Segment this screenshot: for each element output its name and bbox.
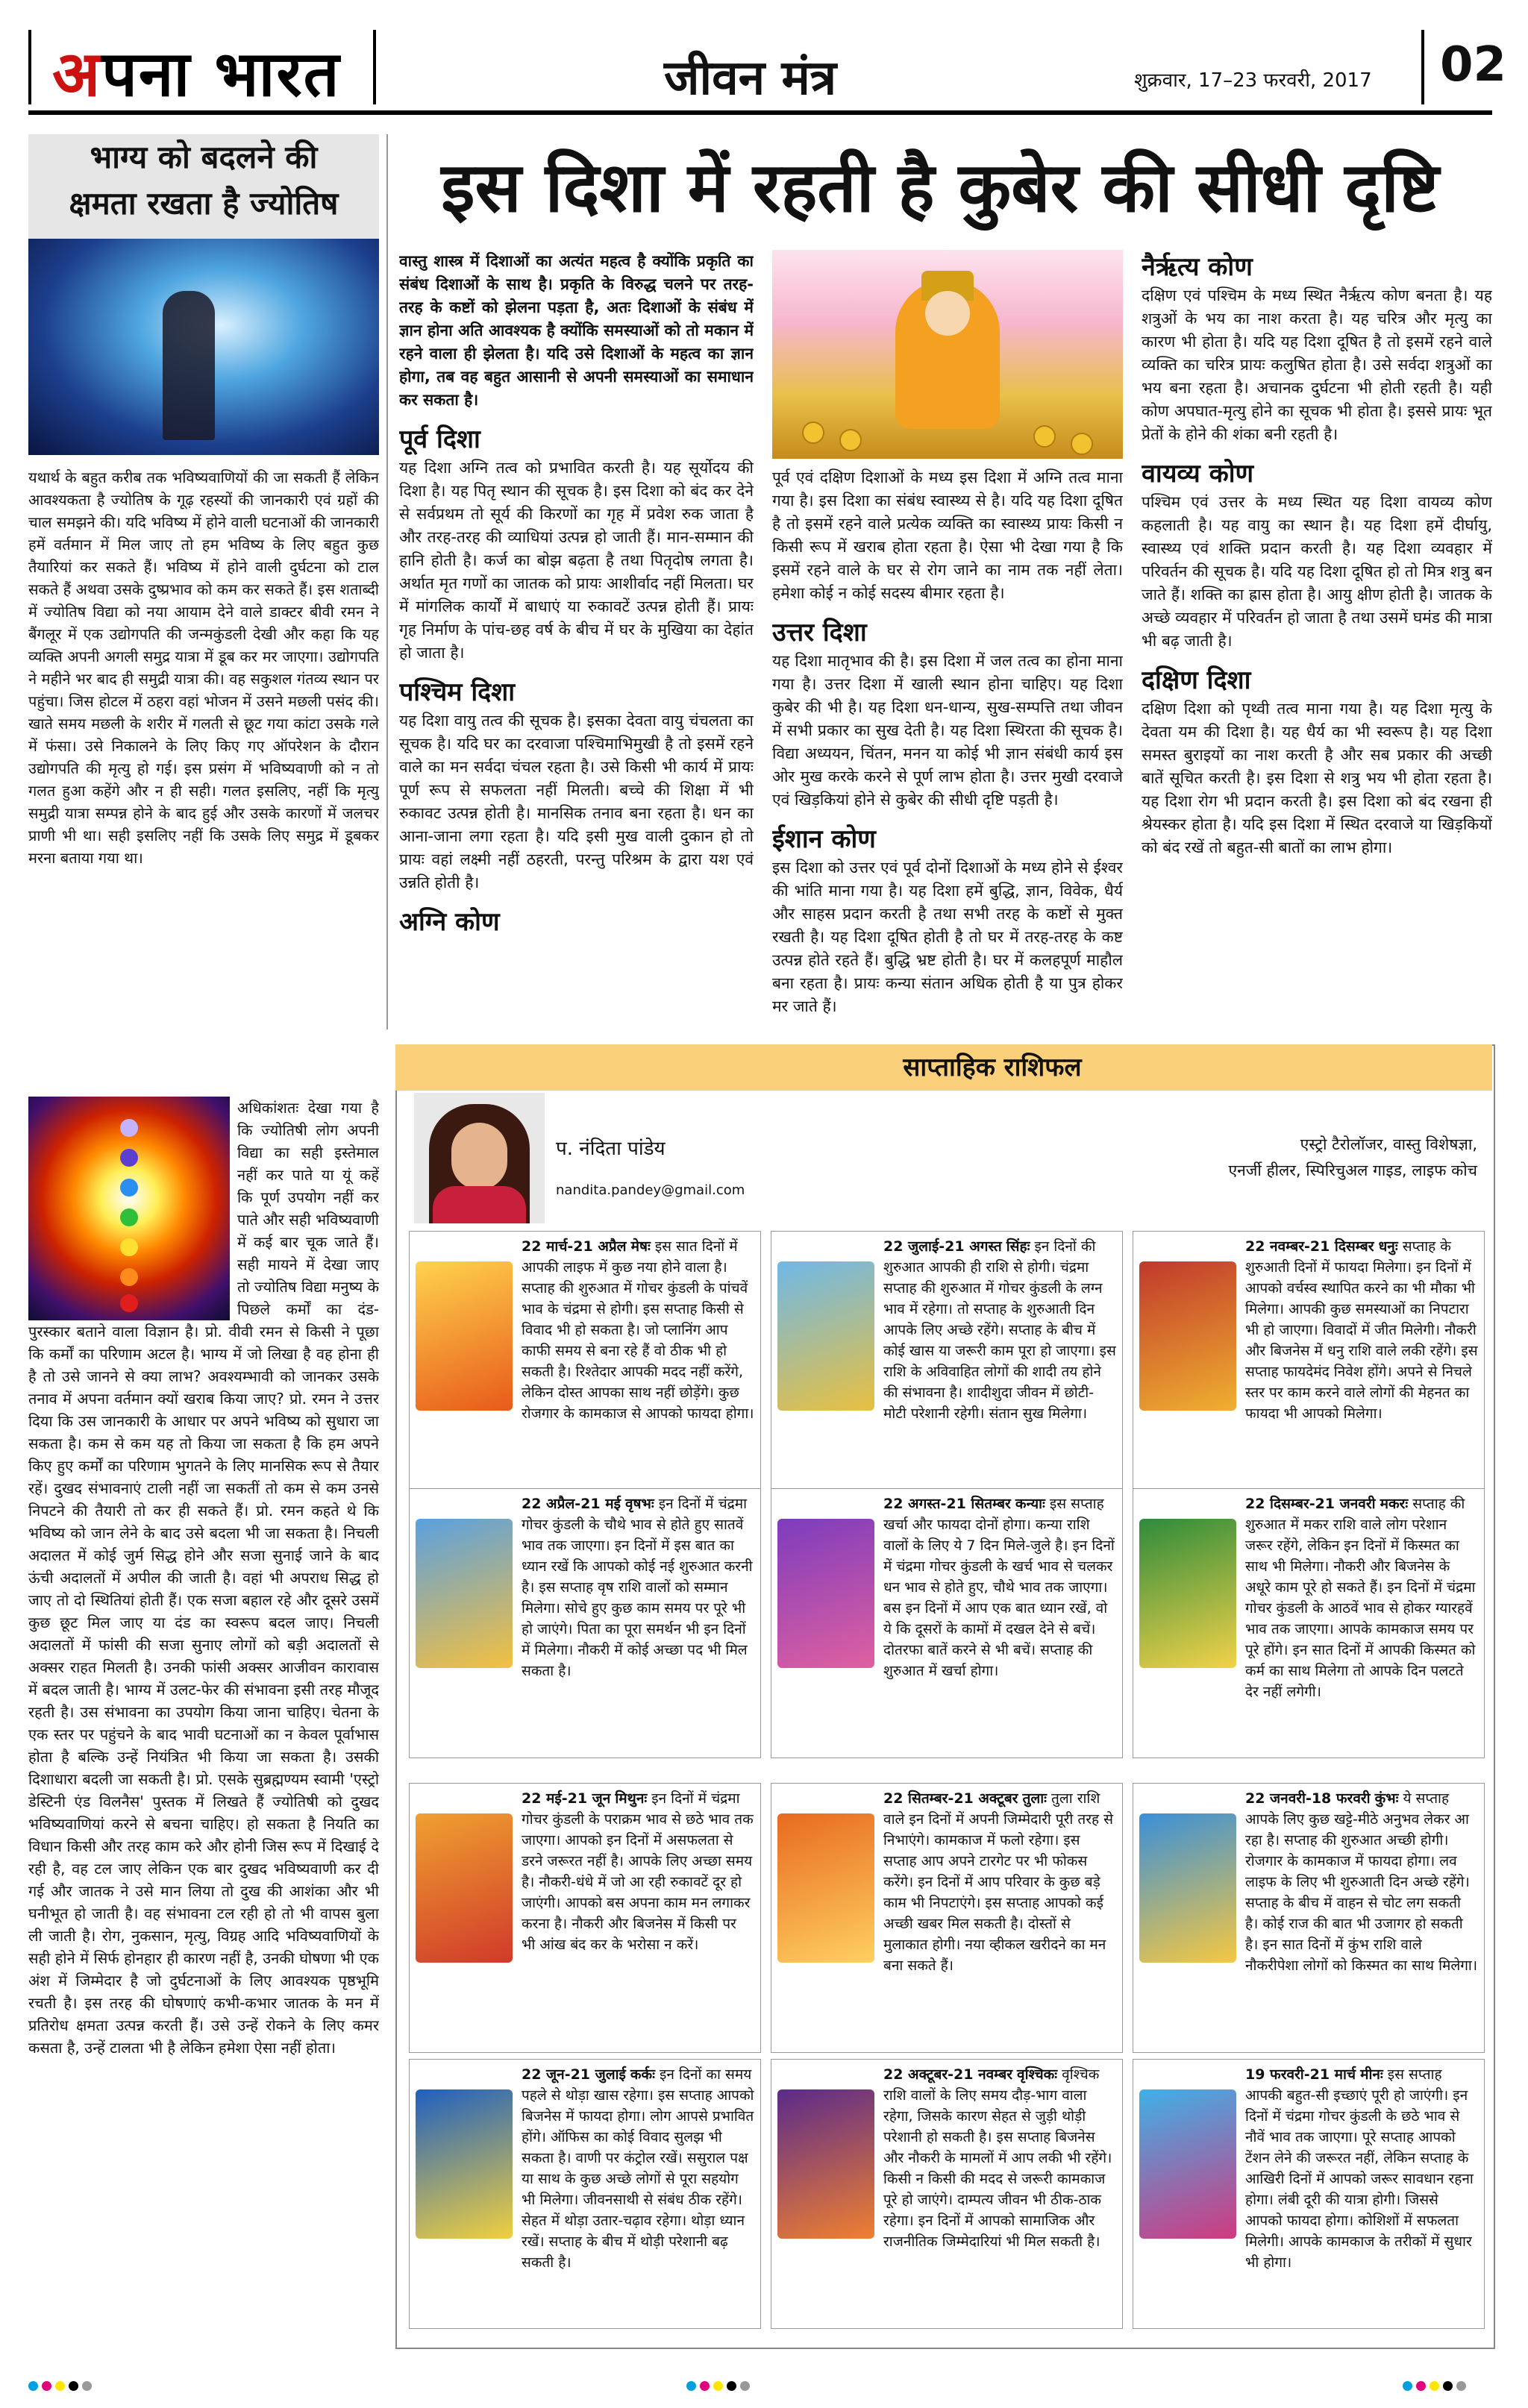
zodiac-date-range: 22 अक्टूबर-21 नवम्बर	[883, 2066, 1012, 2083]
zodiac-card-image	[1139, 1813, 1236, 1963]
zodiac-date-range: 22 जनवरी-18 फरवरी	[1245, 1790, 1371, 1807]
horoscope-cell	[1133, 2059, 1485, 2329]
magenta-dot	[700, 2381, 710, 2391]
horoscope-text	[883, 1236, 1116, 1496]
gray-dot	[740, 2381, 750, 2391]
author-photo	[414, 1093, 545, 1223]
lakshmi-kuber-image	[772, 250, 1123, 459]
main-headline: इस दिशा में रहती है कुबेर की सीधी दृष्टि	[441, 148, 1439, 228]
horoscope-cell	[409, 1231, 761, 1501]
horoscope-text	[883, 1493, 1116, 1753]
zodiac-prediction: इन दिनों का समय पहले से थोड़ा खास रहेगा। इस सप्ताह आपको बिजनेस में फायदा होगा। लोग आपसे प्रभावित होंगे। ऑफिस का कोई विवाद सुलझ भी सकता है। वाणी पर कंट्रोल रखें। ससुराल पक्ष या साथ के कुछ अच्छे लोगों से पूरा सहयोग भी मिलेगा। जीवनसाथी से संबंध ठीक रहेंगे। सेहत में थोड़ा उतार-चढ़ाव रहेगा। थोड़ा ध्यान रखें। सप्ताह के बीच में थोड़ी परेशानी बढ़ सकती है।	[522, 2066, 754, 2271]
horoscope-text	[522, 2064, 754, 2324]
author-email[interactable]: nandita.pandey@gmail.com	[556, 1182, 745, 1198]
zodiac-card-image	[416, 1519, 513, 1668]
gold-coin-icon	[802, 421, 824, 444]
zodiac-card-image	[777, 2089, 874, 2239]
gray-dot	[82, 2381, 92, 2391]
black-dot	[69, 2381, 78, 2391]
horoscope-cell	[409, 1783, 761, 2053]
zodiac-prediction: इन दिनों में चंद्रमा गोचर कुंडली के चौथे भाव से होते हुए सातवें भाव तक जाएगा। इन दिनों में इस बात का ध्यान रखें कि आपको कोई नई शुरुआत करनी है। इस सप्ताह वृष राशि वालों को सम्मान मिलेगा। सोचे हुए कुछ काम समय पर पूरे भी हो जाएंगे। पिता का पूरा समर्थन भी इन दिनों में मिलेगा। नौकरी में कोई अच्छा पद भी मिल सकता है।	[522, 1496, 753, 1679]
horoscope-cell	[771, 1783, 1123, 2053]
section-body-nairitya: दक्षिण एवं पश्चिम के मध्य स्थित नैर्ऋत्य कोण बनता है। यह शत्रुओं के भय का नाश करता है। यह चरित्र और मृत्यु का कारण भी होता है। यदि यह दिशा दूषित है तो इसमें रहने वाले व्यक्ति का चरित्र प्रायः कलुषित होता है। उसे सर्वदा शत्रुओं का भय बना रहता है। अचानक दुर्घटना भी होती रहती है। यही कोण अपघात-मृत्यु होने का सूचक भी होता है। इससे प्रायः भूत प्रेतों के होने की शंका बनी रहती है।	[1142, 286, 1492, 443]
yellow-dot	[1430, 2381, 1439, 2391]
zodiac-sign-name: मेषः	[630, 1238, 651, 1255]
section-heading-ishan: ईशान कोण	[772, 824, 876, 854]
horoscope-cell	[1133, 1488, 1485, 1758]
zodiac-sign-name: कुंभः	[1374, 1790, 1399, 1807]
woman-silhouette	[163, 291, 215, 440]
horoscope-text	[522, 1493, 754, 1753]
section-heading-east: पूर्व दिशा	[399, 424, 480, 454]
image-float-spacer	[28, 1097, 237, 1320]
logo-rest: पना भारत	[101, 37, 341, 110]
magenta-dot	[1416, 2381, 1426, 2391]
horoscope-cell	[771, 2059, 1123, 2329]
black-dot	[727, 2381, 736, 2391]
yellow-dot	[55, 2381, 65, 2391]
section-heading-west: पश्चिम दिशा	[399, 677, 516, 707]
section-body-ishan: इस दिशा को उत्तर एवं पूर्व दोनों दिशाओं के मध्य होने से ईश्वर की भांति माना गया है। यह दिशा हमें बुद्धि, ज्ञान, विवेक, धैर्य और साहस प्रदान करती है तथा सभी तरह के कष्टों से मुक्त रखती है। यह दिशा दूषित होती है तो घर में तरह-तरह के कष्ट उत्पन्न होते रहते हैं। बुद्धि भ्रष्ट होती है। घर में कलहपूर्ण माहौल बना रहता है। प्रायः कन्या संतान अधिक होती है या पुत्र होकर मर जाते हैं।	[772, 859, 1123, 1015]
article-column-2	[772, 466, 1123, 1033]
horoscope-cell	[1133, 1783, 1485, 2053]
zodiac-prediction: वृश्चिक राशि वालों के लिए समय दौड़-भाग वाला रहेगा, जिसके कारण सेहत से जुड़ी थोड़ी परेशानी हो सकती है। इस सप्ताह बिजनेस और नौकरी के मामलों में आप लकी भी रहेंगे। किसी न किसी की मदद से जरूरी कामकाज पूरे हो जाएंगे। दाम्पत्य जीवन भी ठीक-ठाक रहेगा। इन दिनों में आपको सामाजिक और राजनीतिक जिम्मेदारियां भी मिल सकती है।	[883, 2066, 1112, 2250]
author-role-line1: एस्ट्रो टैरोलॉजर, वास्तु विशेषज्ञा,	[1300, 1135, 1477, 1153]
masthead-rule	[28, 110, 1492, 115]
zodiac-card-image	[1139, 2089, 1236, 2239]
horoscope-text	[1245, 1493, 1478, 1753]
print-registration-center	[686, 2380, 754, 2390]
sidebar-divider	[386, 134, 388, 1029]
zodiac-prediction: इन दिनों में चंद्रमा गोचर कुंडली के पराक्रम भाव से छठे भाव तक जाएगा। आपको इन दिनों में असफलता से डरने जरूरत नहीं है। आपके लिए अच्छा समय है। नौकरी-धंधे में जो आ रही रुकावटें दूर हो जाएंगी। आपको बस अपना काम मन लगाकर करना है। नौकरी और बिजनेस में किसी पर भी आंख बंद कर के भरोसा न करें।	[522, 1790, 754, 1953]
zodiac-sign-name: मीनः	[1360, 2066, 1383, 2083]
zodiac-card-image	[777, 1813, 874, 1963]
zodiac-prediction: इस सात दिनों में आपकी लाइफ में कुछ नया होने वाला है। सप्ताह की शुरुआत में गोचर कुंडली के पांचवें भाव के चंद्रमा से होगी। इस सप्ताह किसी से विवाद भी हो सकता है। जो प्लानिंग आप काफी समय से बना रहे हैं वो ठीक भी हो सकती है। रिश्तेदार आपकी मदद नहीं करेंगे, लेकिन दोस्त आपका साथ नहीं छोड़ेंगे। कुछ रोजगार के कामकाज से आपको फायदा होगा।	[522, 1238, 754, 1422]
zodiac-card-image	[777, 1519, 874, 1668]
author-role-line2: एनर्जी हीलर, स्पिरिचुअल गाइड, लाइफ कोच	[1228, 1161, 1477, 1179]
yellow-dot	[713, 2381, 723, 2391]
zodiac-date-range: 22 अगस्त-21 सितम्बर	[883, 1496, 1011, 1512]
goddess-face	[925, 291, 970, 336]
zodiac-date-range: 22 नवम्बर-21 दिसम्बर	[1245, 1238, 1374, 1255]
section-heading-agni: अग्नि कोण	[399, 907, 500, 937]
sidebar-para-2-text: अधिकांशतः देखा गया है कि ज्योतिषी लोग अपनी विद्या का सही इस्तेमाल नहीं कर पाते या यूं कहें कि पूर्ण उपयोग नहीं कर पाते और सही भविष्यवाणी में कई बार चूक जाते हैं। सही मायने में देखा जाए तो ज्योतिष विद्या मनुष्य के पिछले कर्मों का दंड-पुरस्कार बताने वाला विज्ञान है। प्रो. वीवी रमन से किसी ने पूछा कि कर्मों का परिणाम अटल है। भाग्य में जो लिखा है वह होना ही है तो उसे जानने से क्या लाभ? अवश्यम्भावी को जानकर उसके तनाव में अपना वर्तमान क्यों खराब किया जाए? प्रो. रमन ने उत्तर दिया कि उस जानकारी के आधार पर अपने भविष्य को सुधारा जा सकता है। कम से कम यह तो किया जा सकता है कि हम अपने किए हुए कर्मों का परिणाम भुगतने के लिए मानसिक रूप से तैयार रहें। दुखद संभावनाएं टाली नहीं जा सकतीं तो कम से कम उनसे निपटने की तैयारी तो कर ही सकते हैं। प्रो. रमन कहते थे कि भविष्य को जान लेने के बाद उसे बदला भी जा सकता है। निचली अदालत में कोई जुर्म सिद्ध होने और सजा सुनाई जाने के बाद ऊंची अदालतों में अपील की जाती है। वहां भी अपराध सिद्ध हो जाए तो दो स्थितियां होती हैं। एक सजा बहाल रहे और दूसरे उसमें कुछ छूट मिल जाए या दंड का स्वरूप बदल जाए। निचली अदालतों में फांसी की सजा सुनाए लोगों को बड़ी अदालतों से अक्सर राहत मिलती है। उनकी फांसी अक्सर आजीवन कारावास में बदल जाती है। भाग्य में उलट-फेर की संभावना इसी तरह मौजूद रहती है। उस संभावना का उपयोग किया जाना चाहिए। चेतना के एक स्तर पर पहुंचने के बाद भावी घटनाओं का न केवल पूर्वाभास होता है बल्कि उन्हें नियंत्रित भी किया जा सकता है। उसकी दिशाधारा बदली जा सकती है। प्रो. एसके सुब्रह्मण्यम स्वामी 'एस्ट्रो डेस्टिनी एंड विलनैस' पुस्तक में लिखते हैं ज्योतिषी को दुखद भविष्यवाणियां करने से बचना चाहिए। हो सकता है नियति का विधान किसी और तरह काम करे और होनी जिस रूप में दिखाई दे रही है, वह टल जाए लेकिन एक बार दुखद भविष्यवाणी कर दी गई और जातक ने उसे मान लिया तो दुख की आशंका और भी घनीभूत हो जाती है। वह संभावना टल रही हो तो भी वापस बुला ली जाती है। रोग, नुकसान, मृत्यु, विग्रह आदि भविष्यवाणियों के सही होने में सिर्फ होनहार ही कारण नहीं है, उनकी घोषणा भी एक अंश में जिम्मेदार है जो दुर्घटनाओं के लिए आवश्यक पृष्ठभूमि रचती है। इस तरह की घोषणाएं कभी-कभार जातक के मन में प्रतिरोध क्षमता उत्पन्न करती हैं। उसे उन्हें रोकने के लिए कमर कसता है, उन्हें टालता भी है लेकिन हमेशा ऐसा नहीं होता।	[28, 1099, 379, 2057]
article-column-3	[1142, 250, 1492, 1033]
horoscope-text	[522, 1788, 754, 2048]
gray-dot	[1456, 2381, 1466, 2391]
newspaper-logo	[52, 28, 341, 114]
zodiac-sign-name: धनुः	[1378, 1238, 1398, 1255]
zodiac-date-range: 22 दिसम्बर-21 जनवरी	[1245, 1496, 1376, 1512]
horoscope-text	[1245, 1788, 1478, 2048]
zodiac-sign-name: कन्याः	[1015, 1496, 1045, 1512]
section-title: जीवन मंत्र	[664, 51, 837, 106]
horoscope-text	[883, 2064, 1116, 2324]
zodiac-prediction: इस सप्ताह खर्चा और फायदा दोनों होगा। कन्या राशि वालों के लिए ये 7 दिन मिले-जुले है। इन दिनों में चंद्रमा गोचर कुंडली के खर्च भाव से चलकर धन भाव से होते हुए, चौथे भाव तक जाएगा। बस इन दिनों में आप एक बात ध्यान रखें, वो ये कि दूसरों के कामों में दखल देने से बचें। दोतरफा बातें करने से भी बचें। सप्ताह की शुरुआत में खर्चा होगा।	[883, 1496, 1115, 1679]
gold-coin-icon	[839, 429, 862, 451]
section-body-south: दक्षिण दिशा को पृथ्वी तत्व माना गया है। यह दिशा मृत्यु के देवता यम की दिशा है। यह धैर्य का भी स्वरूप है। यह दिशा समस्त बुराइयों का नाश करती है और सब प्रकार की अच्छी बातें सूचित करती है। इस दिशा से शत्रु भय भी होता रहता है। यह दिशा रोग भी प्रदान करती है। इस दिशा को बंद रखना ही श्रेयस्कर होता है। यदि इस दिशा में स्थित दरवाजे या खिड़कियों को बंद रखें तो बहुत-सी बातों का लाभ होगा।	[1142, 700, 1492, 856]
zodiac-sign-name: मकरः	[1380, 1496, 1409, 1512]
print-registration-right	[1403, 2380, 1470, 2390]
section-body-north: यह दिशा मातृभाव की है। इस दिशा में जल तत्व का होना माना गया है। उत्तर दिशा में खाली स्थान होना चाहिए। यह दिशा कुबेर की भी है। यह दिशा धन-धान्य, सुख-सम्पत्ति तथा जीवन में सभी प्रकार का सुख देती है। यह दिशा स्थिरता की सूचक है। विद्या अध्ययन, चिंतन, मनन या कोई भी ज्ञान संबंधी कार्य इस ओर मुख करके करने से पूर्ण लाभ होता है। उत्तर मुखी दरवाजे एवं खिड़कियां होने से कुबेर की सीधी दृष्टि पड़ती है।	[772, 652, 1123, 809]
horoscope-text	[1245, 2064, 1478, 2324]
zodiac-date-range: 19 फरवरी-21 मार्च	[1245, 2066, 1356, 2083]
cyan-dot	[1403, 2381, 1412, 2391]
horoscope-cell	[771, 1488, 1123, 1758]
author-face	[451, 1123, 507, 1190]
black-dot	[1443, 2381, 1453, 2391]
zodiac-sign-name: सिंहः	[1006, 1238, 1030, 1255]
horoscope-text	[522, 1236, 754, 1496]
sidebar-headline	[28, 134, 379, 239]
zodiac-card-image	[1139, 1261, 1236, 1411]
horoscope-text	[883, 1788, 1116, 2048]
zodiac-sign-name: कर्कः	[630, 2066, 655, 2083]
horoscope-cell	[771, 1231, 1123, 1501]
cyan-dot	[686, 2381, 696, 2391]
horoscope-cell	[409, 2059, 761, 2329]
zodiac-date-range: 22 जुलाई-21 अगस्त	[883, 1238, 1002, 1255]
section-heading-nairitya: नैर्ऋत्य कोण	[1142, 252, 1253, 282]
horoscope-title: साप्ताहिक राशिफल	[903, 1053, 1082, 1082]
gold-coin-icon	[1071, 433, 1093, 455]
horoscope-cell	[409, 1488, 761, 1758]
section-body-vayavya: पश्चिम एवं उत्तर के मध्य स्थित यह दिशा वायव्य कोण कहलाती है। यह वायु का स्थान है। यह दिशा हमें दीर्घायु, स्वास्थ्य एवं शक्ति प्रदान करती है। यह दिशा व्यवहार में परिवर्तन की सूचक है। यदि यह दिशा दूषित हो तो मित्र शत्रु बन जाते हैं। शक्ति का ह्रास होता है। आयु क्षीण होती है। जातक के अच्छे व्यवहार में परिवर्तन हो जाता है तथा उसमें घमंड की मात्रा भी बढ़ जाती है।	[1142, 493, 1492, 650]
zodiac-prediction: तुला राशि वाले इन दिनों में अपनी जिम्मेदारी पूरी तरह से निभाएंगे। कामकाज में फलो रहेगा। इस सप्ताह आप अपने टारगेट पर भी फोकस करेंगे। इन दिनों में आप परिवार के कुछ बड़े काम भी निपटाएंगे। इस सप्ताह आपको कई अच्छी खबर मिल सकती है। दोस्तों से मुलाकात होगी। नया व्हीकल खरीदने का मन बना सकते हैं।	[883, 1790, 1113, 1974]
zodiac-sign-name: मिथुनः	[615, 1790, 648, 1807]
zodiac-card-image	[416, 1261, 513, 1411]
zodiac-prediction: सप्ताह की शुरुआत में मकर राशि वाले लोग परेशान जरूर रहेंगे, लेकिन इन दिनों में किस्मत का साथ भी मिलेगा। नौकरी और बिजनेस के अधूरे काम पूरे हो सकते हैं। इन दिनों में चंद्रमा गोचर कुंडली के आठवें भाव से होकर ग्यारहवें भाव तक जाएगा। आपके कामकाज समय पर पूरे होंगे। इन सात दिनों में आपकी किस्मत को कर्म का साथ मिलेगा तो आपके दिन पलटते देर नहीं लगेगी।	[1245, 1496, 1476, 1700]
sidebar-para-1: यथार्थ के बहुत करीब तक भविष्यवाणियों की जा सकती हैं लेकिन आवश्यकता है ज्योतिष के गूढ़ रहस्यों की जानकारी एवं ग्रहों की चाल समझने की। यदि भविष्य में होने वाली घटनाओं की जानकारी हमें वर्तमान में मिल जाए तो हम भविष्य के लिए बहुत कुछ तैयारियां कर सकते हैं। भविष्य में होने वाली दुर्घटना को टाल सकते हैं अथवा उसके दुष्प्रभाव को कम कर सकते हैं। इस शताब्दी में ज्योतिष विद्या को नया आयाम देने वाले डाक्टर बीवी रमन ने बैंगलूर में एक उद्योगपति की जन्मकुंडली देखी और कहा कि यह व्यक्ति अपनी अगली समुद्र यात्रा में डूब कर मर जाएगा। उद्योगपति ने महीने भर बाद ही समुद्री यात्रा की। वह सकुशल गंतव्य स्थान पर पहुंचा। जिस होटल में ठहरा वहां भोजन में उसने मछली पसंद की। खाते समय मछली के शरीर में गलती से छूट गया कांटा उसके गले में फंसा। उसे निकालने के लिए किए गए ऑपरेशन के दौरान उद्योगपति की मृत्यु हो गई। इस प्रसंग में भविष्यवाणी को न तो गलत हुआ कहेंगे और न ही सही। गलत इसलिए, नहीं कि मृत्यु समुद्री यात्रा सम्पन्न होने के बाद हुई और उसके कारणों में जलचर प्राणी भी था। सही इसलिए नहीं कि उसके लिए समुद्र में डूबकर मरना बताया गया था।	[28, 468, 379, 867]
zodiac-prediction: इन दिनों की शुरुआत आपकी ही राशि से होगी। चंद्रमा सप्ताह की शुरुआत में गोचर कुंडली के लग्न भाव में रहेगा। तो सप्ताह के शुरुआती दिन आपके लिए अच्छे रहेंगे। सप्ताह के बीच में कोई खास या जरूरी काम पूरा हो जाएगा। इस राशि के अविवाहित लोगों की शादी तय होने की संभावना है। शादीशुदा जीवन में छोटी-मोटी परेशानी रहेगी। संतान सुख मिलेगा।	[883, 1238, 1116, 1422]
zodiac-sign-name: तुलाः	[1022, 1790, 1047, 1807]
gold-coin-icon	[1033, 425, 1056, 448]
sidebar-headline-line1: भाग्य को बदलने की	[90, 139, 318, 175]
magenta-dot	[42, 2381, 51, 2391]
zodiac-prediction: इस सप्ताह आपकी बहुत-सी इच्छाएं पूरी हो जाएंगी। इन दिनों में चंद्रमा गोचर कुंडली के छठे भाव से नौवें भाव तक जाएगा। पूरे सप्ताह आपको टेंशन लेने की जरूरत नहीं, लेकिन सप्ताह के आखिरी दिनों में आपको जरूर सावधान रहना होगा। लंबी दूरी की यात्रा होगी। जिससे आपको फायदा होगा। कोशिशों में सफलता मिलेगी। आपके कामकाज के तरीकों में सुधार भी होगा।	[1245, 2066, 1474, 2271]
zodiac-card-image	[777, 1261, 874, 1411]
masthead	[0, 0, 1528, 112]
author-name: प. नंदिता पांडेय	[556, 1138, 666, 1160]
section-heading-north: उत्तर दिशा	[772, 618, 867, 648]
logo-first-letter: अ	[52, 37, 102, 110]
horoscope-cell	[1133, 1231, 1485, 1501]
zodiac-sign-name: वृश्चिकः	[1017, 2066, 1058, 2083]
article-column-1	[399, 250, 754, 1033]
print-registration-left	[28, 2380, 96, 2390]
zodiac-date-range: 22 सितम्बर-21 अक्टूबर	[883, 1790, 1018, 1807]
zodiac-date-range: 22 मार्च-21 अप्रैल	[522, 1238, 627, 1255]
sidebar-headline-line2: क्षमता रखता है ज्योतिष	[69, 185, 339, 222]
horoscope-text	[1245, 1236, 1478, 1496]
zodiac-prediction: सप्ताह के शुरुआती दिनों में फायदा मिलेगा। इन दिनों में आपको वर्चस्व स्थापित करने का भी मौका भी मिलेगा। आपकी कुछ समस्याओं का निपटारा भी हो जाएगा। विवादों में जीत मिलेगी। नौकरी और बिजनेस में धनु राशि वाले लकी रहेंगे। इस सप्ताह फायदेमंद निवेश होंगे। अपने से निचले स्तर पर काम करने वाले लोगों की मेहनत का फायदा भी आपको मिलेगा।	[1245, 1238, 1478, 1422]
page-number: 02	[1440, 37, 1507, 93]
dateline: शुक्रवार, 17–23 फरवरी, 2017	[1134, 69, 1372, 92]
section-heading-vayavya: वायव्य कोण	[1142, 459, 1254, 489]
zodiac-date-range: 22 मई-21 जून	[522, 1790, 611, 1807]
section-body-east: यह दिशा अग्नि तत्व को प्रभावित करती है। यह सूर्योदय की दिशा है। यह पितृ स्थान की सूचक है। इस दिशा को बंद कर देने से सर्वप्रथम तो सूर्य की किरणों का गृह में प्रवेश रुक जाता है और तरह-तरह की व्याधियां उत्पन्न हो जाती हैं। मान-सम्मान की हानि होती है। कर्ज का बोझ बढ़ता है तथा पितृदोष लगता है। अर्थात मृत गणों का जातक को प्रायः आशीर्वाद नहीं मिलता। घर में मांगलिक कार्यों में बाधाएं या रुकावटें उत्पन्न होती हैं। प्रायः गृह निर्माण के पांच-छह वर्ष के बीच में घर के मुखिया का देहांत हो जाता है।	[399, 459, 754, 662]
author-top	[433, 1186, 526, 1223]
zodiac-card-image	[1139, 1519, 1236, 1668]
zodiac-date-range: 22 अप्रैल-21 मई	[522, 1496, 621, 1512]
section-heading-south: दक्षिण दिशा	[1142, 665, 1251, 695]
cosmic-woman-image	[28, 239, 379, 455]
masthead-divider	[373, 30, 376, 104]
zodiac-card-image	[416, 2089, 513, 2239]
zodiac-card-image	[416, 1813, 513, 1963]
section-body-agni: पूर्व एवं दक्षिण दिशाओं के मध्य इस दिशा में अग्नि तत्व माना गया है। इस दिशा का संबंध स्वास्थ्य से है। यदि यह दिशा दूषित है तो इसमें रहने वाले प्रत्येक व्यक्ति का स्वास्थ्य प्रायः किसी न किसी रूप में खराब होता रहता है। ऐसा भी देखा गया है कि इसमें रहने वाले के घर से रोग जाने का नाम तक नहीं लेता। हमेशा कोई न कोई सदस्य बीमार रहता है।	[772, 468, 1123, 602]
section-body-west: यह दिशा वायु तत्व की सूचक है। इसका देवता वायु चंचलता का सूचक है। यदि घर का दरवाजा पश्चिमाभिमुखी है तो इसमें रहने वाले का मन सर्वदा चंचल रहता है। उसे किसी भी कार्य में प्रायः पूर्ण रूप से सफलता नहीं मिलती। बच्चे की शिक्षा में भी रुकावट उत्पन्न होती है। मानसिक तनाव बना रहता है। धन का आना-जाना लगा रहता है। यदि इसी मुख वाली दुकान हो तो प्रायः वहां लक्ष्मी नहीं ठहरती, परन्तु परिश्रम के द्वारा यश एवं उन्नति होती है।	[399, 712, 754, 891]
zodiac-date-range: 22 जून-21 जुलाई	[522, 2066, 626, 2083]
article-intro: वास्तु शास्त्र में दिशाओं का अत्यंत महत्व है क्योंकि प्रकृति का संबंध दिशाओं के साथ है। प्रकृति के विरुद्ध चलने पर तरह-तरह के कष्टों को झेलना पड़ता है, अतः दिशाओं के संबंध में ज्ञान होना अति आवश्यक है क्योंकि समस्याओं को तो मकान में रहने वाला ही झेलता है। यदि उसे दिशाओं के महत्व का ज्ञान होगा, तब वह बहुत आसानी से अपनी समस्याओं का समाधान कर सकता है।	[399, 252, 754, 409]
zodiac-sign-name: वृषभः	[624, 1496, 654, 1512]
cyan-dot	[28, 2381, 38, 2391]
page-number-divider	[1421, 30, 1424, 104]
logo-left-bar	[28, 30, 31, 104]
sidebar-para-2	[28, 1097, 379, 2365]
zodiac-prediction: ये सप्ताह आपके लिए कुछ खट्टे-मीठे अनुभव लेकर आ रहा है। सप्ताह की शुरुआत अच्छी होगी। रोजगार के कामकाज में फायदा होगा। लव लाइफ के लिए भी शुरुआती दिन अच्छे रहेंगे। सप्ताह के बीच में वाहन से चोट लग सकती है। कोई राज की बात भी उजागर हो सकती है। इन सात दिनों में कुंभ राशि वाले नौकरीपेशा लोगों को किस्मत का साथ मिलेगा।	[1245, 1790, 1478, 1974]
